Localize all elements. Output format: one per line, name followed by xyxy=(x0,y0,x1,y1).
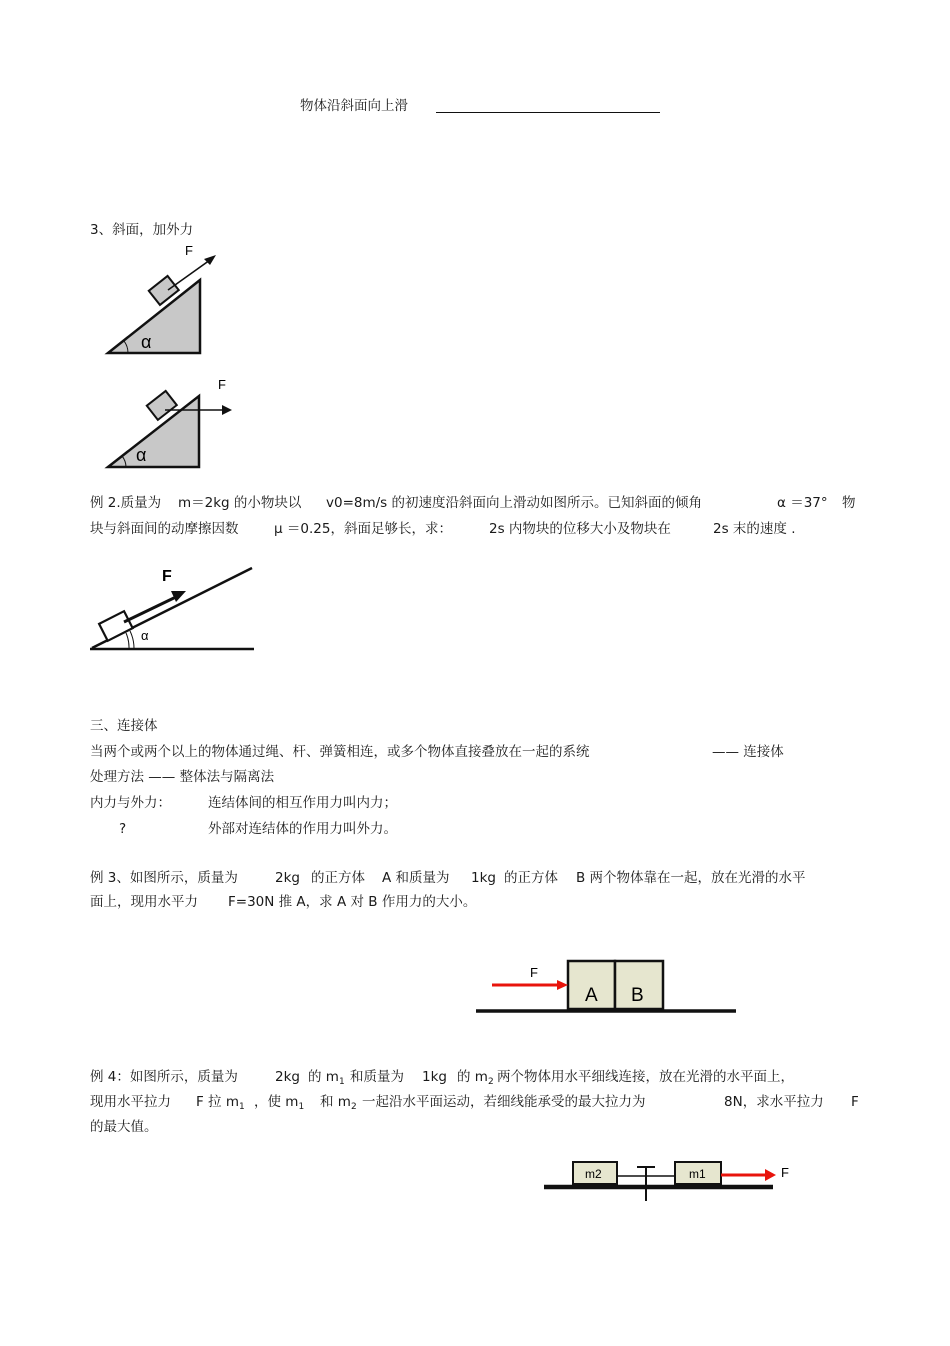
ex4-line2-b: F 拉 $m_1$ xyxy=(196,1094,245,1112)
bullet-mark: ? xyxy=(119,821,127,837)
block-m2-label: m2 xyxy=(585,1167,602,1181)
ex4-line1-f: 的 $m_2$ xyxy=(457,1069,494,1087)
ex3-line1-f: 的正方体 xyxy=(504,870,558,886)
ex4-line2-e: 一起沿水平面运动，若细线能承受的最大拉力为 xyxy=(362,1094,646,1110)
angle-label: α xyxy=(141,332,152,352)
ex4-line1-g: 两个物体用水平细线连接，放在光滑的水平面上， xyxy=(497,1069,794,1085)
ex4-line3: 的最大值。 xyxy=(90,1119,158,1135)
block-a-label: A xyxy=(585,985,598,1006)
ex4-line2-g: F xyxy=(851,1094,859,1110)
ex2-line1-e: 物 xyxy=(842,495,856,511)
block-b-label: B xyxy=(631,985,644,1006)
internal-force-def: 连结体间的相互作用力叫内力； xyxy=(208,795,397,811)
section-three-title: 三、连接体 xyxy=(90,718,158,734)
force-label: F xyxy=(218,377,226,392)
ex3-line1-c: 的正方体 xyxy=(311,870,365,886)
ex4-line2-d: 和 $m_2$ xyxy=(320,1094,357,1112)
ex3-line1-a: 例 3、如图所示，质量为 xyxy=(90,870,238,886)
top-prompt: 物体沿斜面向上滑 xyxy=(300,98,408,114)
ex2-line2-b: μ ＝0.25，斜面足够长，求： xyxy=(274,521,452,537)
definition-line: 当两个或两个以上的物体通过绳、杆、弹簧相连，或多个物体直接叠放在一起的系统 xyxy=(90,744,590,760)
definition-term: —— 连接体 xyxy=(712,744,784,760)
method-line: 处理方法 —— 整体法与隔离法 xyxy=(90,769,275,785)
ex2-line1-a: 例 2.质量为 xyxy=(90,495,162,511)
ex2-line1-b: m＝2kg 的小物块以 xyxy=(178,495,302,511)
ex3-line2-a: 面上，现用水平力 xyxy=(90,894,198,910)
ex2-line1-d: α ＝37° xyxy=(777,495,828,511)
ex4-line1-e: 1kg xyxy=(422,1069,447,1085)
ex2-line2-d: 2s 末的速度 . xyxy=(713,521,796,537)
ex3-line1-g: B 两个物体靠在一起，放在光滑的水平 xyxy=(576,870,806,886)
force-label: F xyxy=(781,1165,789,1180)
force-label: F xyxy=(162,568,172,585)
ex4-line1-c: 的 $m_1$ xyxy=(308,1069,345,1087)
ex4-line1-d: 和质量为 xyxy=(350,1069,404,1085)
ex4-line2-c: ，使 $m_1$ xyxy=(254,1094,305,1112)
ex4-line1-a: 例 4：如图所示，质量为 xyxy=(90,1069,238,1085)
ex4-line2-a: 现用水平拉力 xyxy=(90,1094,171,1110)
ex3-line1-e: 1kg xyxy=(471,870,496,886)
ex4-line2-f: 8N，求水平拉力 xyxy=(724,1094,824,1110)
ex2-line1-c: v0=8m/s 的初速度沿斜面向上滑动如图所示。已知斜面的倾角 xyxy=(326,495,703,511)
ex3-line1-b: 2kg xyxy=(275,870,300,886)
ex2-line2-c: 2s 内物块的位移大小及物块在 xyxy=(489,521,671,537)
force-label: F xyxy=(185,243,193,258)
ex3-line1-d: A 和质量为 xyxy=(382,870,450,886)
pull-force-arrowhead xyxy=(765,1169,776,1181)
block-m1-label: m1 xyxy=(689,1167,706,1181)
ex3-line2-b: F=30N 推 A，求 A 对 B 作用力的大小。 xyxy=(228,894,477,910)
external-force-def: 外部对连结体的作用力叫外力。 xyxy=(208,821,397,837)
ex4-line1-b: 2kg xyxy=(275,1069,300,1085)
ex2-line2-a: 块与斜面间的动摩擦因数 xyxy=(90,521,239,537)
force-label: F xyxy=(530,965,538,980)
force-types-label: 内力与外力： xyxy=(90,795,171,811)
angle-label: α xyxy=(141,628,149,643)
angle-label: α xyxy=(136,445,147,465)
section3-title: 3、斜面，加外力 xyxy=(90,222,194,238)
